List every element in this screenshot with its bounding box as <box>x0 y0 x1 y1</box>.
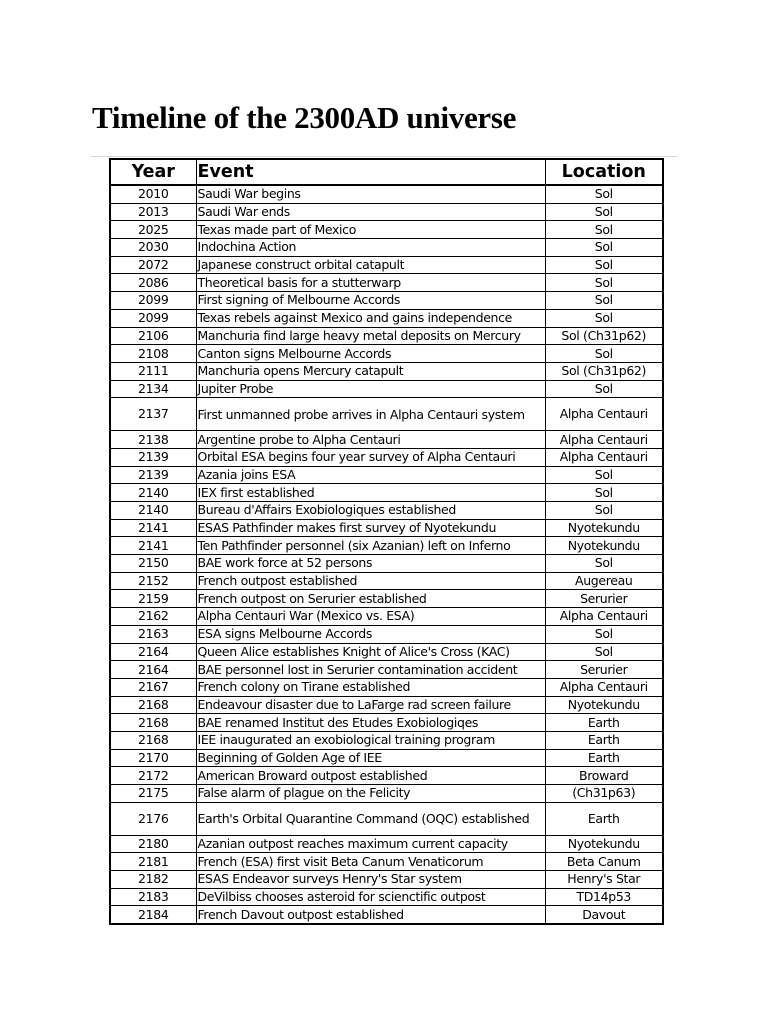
location-cell: Sol <box>545 274 663 292</box>
location-cell: Serurier <box>545 661 663 679</box>
location-cell: Nyotekundu <box>545 696 663 714</box>
table-row <box>110 345 663 363</box>
location-cell: Sol <box>545 203 663 221</box>
year-cell: 2184 <box>110 906 196 924</box>
table-row <box>110 327 663 345</box>
location-cell: Augereau <box>545 572 663 590</box>
column-header-location: Location <box>545 159 663 185</box>
event-cell: Japanese construct orbital catapult <box>196 256 545 274</box>
event-cell: BAE renamed Institut des Etudes Exobiologiqes <box>196 714 545 732</box>
table-row <box>110 185 663 203</box>
event-cell: Orbital ESA begins four year survey of Alpha Centauri <box>196 448 545 466</box>
location-cell: Broward <box>545 767 663 785</box>
table-row <box>110 714 663 732</box>
year-cell: 2172 <box>110 767 196 785</box>
year-cell: 2152 <box>110 572 196 590</box>
year-cell: 2106 <box>110 327 196 345</box>
year-cell: 2163 <box>110 625 196 643</box>
event-cell: Endeavour disaster due to LaFarge rad screen failure <box>196 696 545 714</box>
event-cell: First unmanned probe arrives in Alpha Centauri system <box>196 398 545 431</box>
year-cell: 2108 <box>110 345 196 363</box>
timeline-table <box>109 158 664 925</box>
event-cell: Azania joins ESA <box>196 466 545 484</box>
event-cell: Ten Pathfinder personnel (six Azanian) left on Inferno <box>196 537 545 555</box>
event-cell: French outpost established <box>196 572 545 590</box>
table-row <box>110 398 663 431</box>
year-cell: 2175 <box>110 785 196 803</box>
location-cell: Henry's Star <box>545 871 663 889</box>
document-title: Timeline of the 2300AD universe <box>92 100 517 135</box>
year-cell: 2086 <box>110 274 196 292</box>
event-cell: IEE inaugurated an exobiological training program <box>196 731 545 749</box>
location-cell: Beta Canum <box>545 853 663 871</box>
location-cell: Alpha Centauri <box>545 608 663 626</box>
table-row <box>110 431 663 449</box>
year-cell: 2025 <box>110 221 196 239</box>
table-row <box>110 448 663 466</box>
location-cell: Nyotekundu <box>545 537 663 555</box>
event-cell: DeVilbiss chooses asteroid for scienctific outpost <box>196 888 545 906</box>
table-row <box>110 256 663 274</box>
table-row <box>110 767 663 785</box>
location-cell: Alpha Centauri <box>545 398 663 431</box>
table-row <box>110 749 663 767</box>
event-cell: Earth's Orbital Quarantine Command (OQC) established <box>196 802 545 835</box>
location-cell: Sol (Ch31p62) <box>545 327 663 345</box>
event-cell: BAE personnel lost in Serurier contamination accident <box>196 661 545 679</box>
year-cell: 2183 <box>110 888 196 906</box>
event-cell: French Davout outpost established <box>196 906 545 924</box>
location-cell: Nyotekundu <box>545 835 663 853</box>
table-row <box>110 871 663 889</box>
event-cell: Texas rebels against Mexico and gains independence <box>196 309 545 327</box>
event-cell: French (ESA) first visit Beta Canum Venaticorum <box>196 853 545 871</box>
table-body <box>110 185 663 924</box>
event-cell: French outpost on Serurier established <box>196 590 545 608</box>
event-cell: Indochina Action <box>196 239 545 257</box>
year-cell: 2139 <box>110 466 196 484</box>
location-cell: Alpha Centauri <box>545 678 663 696</box>
table-row <box>110 906 663 924</box>
event-cell: Saudi War ends <box>196 203 545 221</box>
year-cell: 2139 <box>110 448 196 466</box>
table-row <box>110 678 663 696</box>
event-cell: Canton signs Melbourne Accords <box>196 345 545 363</box>
location-cell: Sol <box>545 221 663 239</box>
event-cell: American Broward outpost established <box>196 767 545 785</box>
location-cell: Sol <box>545 239 663 257</box>
table-row <box>110 802 663 835</box>
location-cell: Earth <box>545 749 663 767</box>
year-cell: 2013 <box>110 203 196 221</box>
year-cell: 2167 <box>110 678 196 696</box>
year-cell: 2181 <box>110 853 196 871</box>
year-cell: 2168 <box>110 714 196 732</box>
location-cell: Sol <box>545 256 663 274</box>
location-cell: Sol <box>545 292 663 310</box>
table-row <box>110 537 663 555</box>
location-cell: Alpha Centauri <box>545 431 663 449</box>
table-header-row <box>110 159 663 185</box>
year-cell: 2176 <box>110 802 196 835</box>
location-cell: Sol (Ch31p62) <box>545 362 663 380</box>
event-cell: Jupiter Probe <box>196 380 545 398</box>
column-header-year: Year <box>110 159 196 185</box>
location-cell: Nyotekundu <box>545 519 663 537</box>
column-header-event: Event <box>196 159 545 185</box>
table-row <box>110 380 663 398</box>
title-divider <box>90 156 678 157</box>
year-cell: 2182 <box>110 871 196 889</box>
year-cell: 2138 <box>110 431 196 449</box>
location-cell: Earth <box>545 731 663 749</box>
table-row <box>110 555 663 573</box>
table-row <box>110 309 663 327</box>
location-cell: (Ch31p63) <box>545 785 663 803</box>
event-cell: Alpha Centauri War (Mexico vs. ESA) <box>196 608 545 626</box>
year-cell: 2140 <box>110 484 196 502</box>
year-cell: 2141 <box>110 537 196 555</box>
location-cell: Sol <box>545 185 663 203</box>
location-cell: TD14p53 <box>545 888 663 906</box>
table-row <box>110 292 663 310</box>
location-cell: Sol <box>545 643 663 661</box>
location-cell: Davout <box>545 906 663 924</box>
event-cell: Texas made part of Mexico <box>196 221 545 239</box>
table-row <box>110 519 663 537</box>
event-cell: Manchuria opens Mercury catapult <box>196 362 545 380</box>
year-cell: 2170 <box>110 749 196 767</box>
table-row <box>110 203 663 221</box>
year-cell: 2180 <box>110 835 196 853</box>
table-row <box>110 853 663 871</box>
year-cell: 2164 <box>110 643 196 661</box>
table-row <box>110 362 663 380</box>
year-cell: 2099 <box>110 292 196 310</box>
year-cell: 2140 <box>110 502 196 520</box>
event-cell: French colony on Tirane established <box>196 678 545 696</box>
location-cell: Earth <box>545 714 663 732</box>
location-cell: Sol <box>545 466 663 484</box>
event-cell: ESAS Pathfinder makes first survey of Nyotekundu <box>196 519 545 537</box>
year-cell: 2111 <box>110 362 196 380</box>
location-cell: Sol <box>545 309 663 327</box>
location-cell: Sol <box>545 345 663 363</box>
location-cell: Sol <box>545 625 663 643</box>
event-cell: Saudi War begins <box>196 185 545 203</box>
table-row <box>110 466 663 484</box>
table-row <box>110 785 663 803</box>
location-cell: Sol <box>545 380 663 398</box>
table-row <box>110 696 663 714</box>
location-cell: Sol <box>545 555 663 573</box>
table-row <box>110 502 663 520</box>
table-row <box>110 888 663 906</box>
table-row <box>110 484 663 502</box>
year-cell: 2168 <box>110 696 196 714</box>
location-cell: Alpha Centauri <box>545 448 663 466</box>
year-cell: 2010 <box>110 185 196 203</box>
table-row <box>110 661 663 679</box>
event-cell: Manchuria find large heavy metal deposits on Mercury <box>196 327 545 345</box>
event-cell: IEX first established <box>196 484 545 502</box>
table-row <box>110 625 663 643</box>
table-row <box>110 221 663 239</box>
event-cell: First signing of Melbourne Accords <box>196 292 545 310</box>
event-cell: Azanian outpost reaches maximum current capacity <box>196 835 545 853</box>
year-cell: 2162 <box>110 608 196 626</box>
event-cell: ESA signs Melbourne Accords <box>196 625 545 643</box>
location-cell: Earth <box>545 802 663 835</box>
table-row <box>110 643 663 661</box>
location-cell: Serurier <box>545 590 663 608</box>
year-cell: 2072 <box>110 256 196 274</box>
table-row <box>110 835 663 853</box>
year-cell: 2150 <box>110 555 196 573</box>
year-cell: 2168 <box>110 731 196 749</box>
event-cell: BAE work force at 52 persons <box>196 555 545 573</box>
year-cell: 2164 <box>110 661 196 679</box>
table-row <box>110 590 663 608</box>
event-cell: Bureau d'Affairs Exobiologiques established <box>196 502 545 520</box>
year-cell: 2159 <box>110 590 196 608</box>
location-cell: Sol <box>545 484 663 502</box>
table-row <box>110 239 663 257</box>
event-cell: Queen Alice establishes Knight of Alice's Cross (KAC) <box>196 643 545 661</box>
table-row <box>110 608 663 626</box>
year-cell: 2137 <box>110 398 196 431</box>
year-cell: 2134 <box>110 380 196 398</box>
year-cell: 2099 <box>110 309 196 327</box>
table-row <box>110 572 663 590</box>
location-cell: Sol <box>545 502 663 520</box>
table-row <box>110 274 663 292</box>
year-cell: 2030 <box>110 239 196 257</box>
event-cell: Argentine probe to Alpha Centauri <box>196 431 545 449</box>
year-cell: 2141 <box>110 519 196 537</box>
event-cell: ESAS Endeavor surveys Henry's Star system <box>196 871 545 889</box>
table-row <box>110 731 663 749</box>
event-cell: Beginning of Golden Age of IEE <box>196 749 545 767</box>
event-cell: False alarm of plague on the Felicity <box>196 785 545 803</box>
event-cell: Theoretical basis for a stutterwarp <box>196 274 545 292</box>
